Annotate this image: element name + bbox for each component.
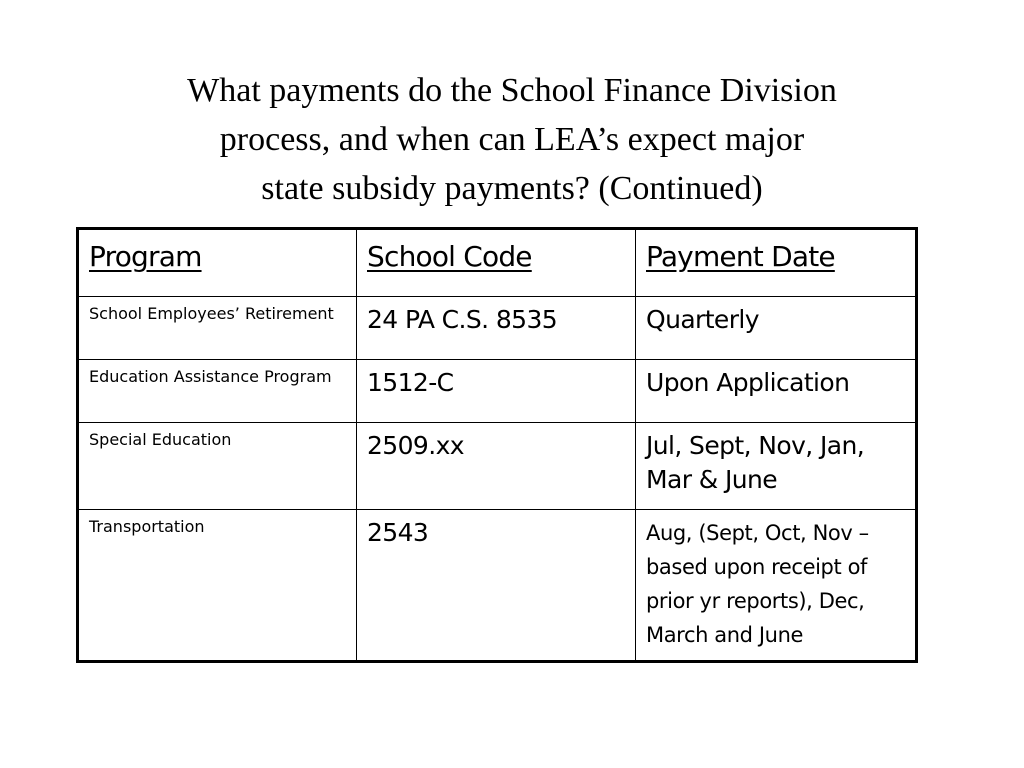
school-code-cell: 24 PA C.S. 8535 xyxy=(357,297,636,360)
table-header-row xyxy=(78,229,917,297)
school-code-cell: 1512-C xyxy=(357,360,636,423)
payment-date-cell: Jul, Sept, Nov, Jan, Mar & June xyxy=(636,423,917,510)
program-cell: Special Education xyxy=(78,423,357,510)
title-line-2: process, and when can LEA’s expect major xyxy=(219,121,805,158)
program-cell: Transportation xyxy=(78,510,357,662)
header-school-code-label: School Code xyxy=(367,240,532,273)
program-cell: School Employees’ Retirement xyxy=(78,297,357,360)
program-cell: Education Assistance Program xyxy=(78,360,357,423)
table-row xyxy=(78,360,917,423)
header-program xyxy=(78,229,357,297)
payment-date-cell: Upon Application xyxy=(636,360,917,423)
header-payment-date-label: Payment Date xyxy=(646,240,835,273)
slide-title xyxy=(90,66,934,213)
table-row xyxy=(78,510,917,662)
payments-table xyxy=(76,227,918,663)
school-code-cell: 2543 xyxy=(357,510,636,662)
payment-date-cell: Aug, (Sept, Oct, Nov – based upon receipt of prior yr reports), Dec, March and June xyxy=(636,510,917,662)
title-line-1: What payments do the School Finance Division xyxy=(187,72,837,109)
title-line-3: state subsidy payments? (Continued) xyxy=(261,170,763,207)
header-program-label: Program xyxy=(89,240,202,273)
header-school-code xyxy=(357,229,636,297)
table-row xyxy=(78,297,917,360)
school-code-cell: 2509.xx xyxy=(357,423,636,510)
header-payment-date xyxy=(636,229,917,297)
payment-date-cell: Quarterly xyxy=(636,297,917,360)
table-row xyxy=(78,423,917,510)
